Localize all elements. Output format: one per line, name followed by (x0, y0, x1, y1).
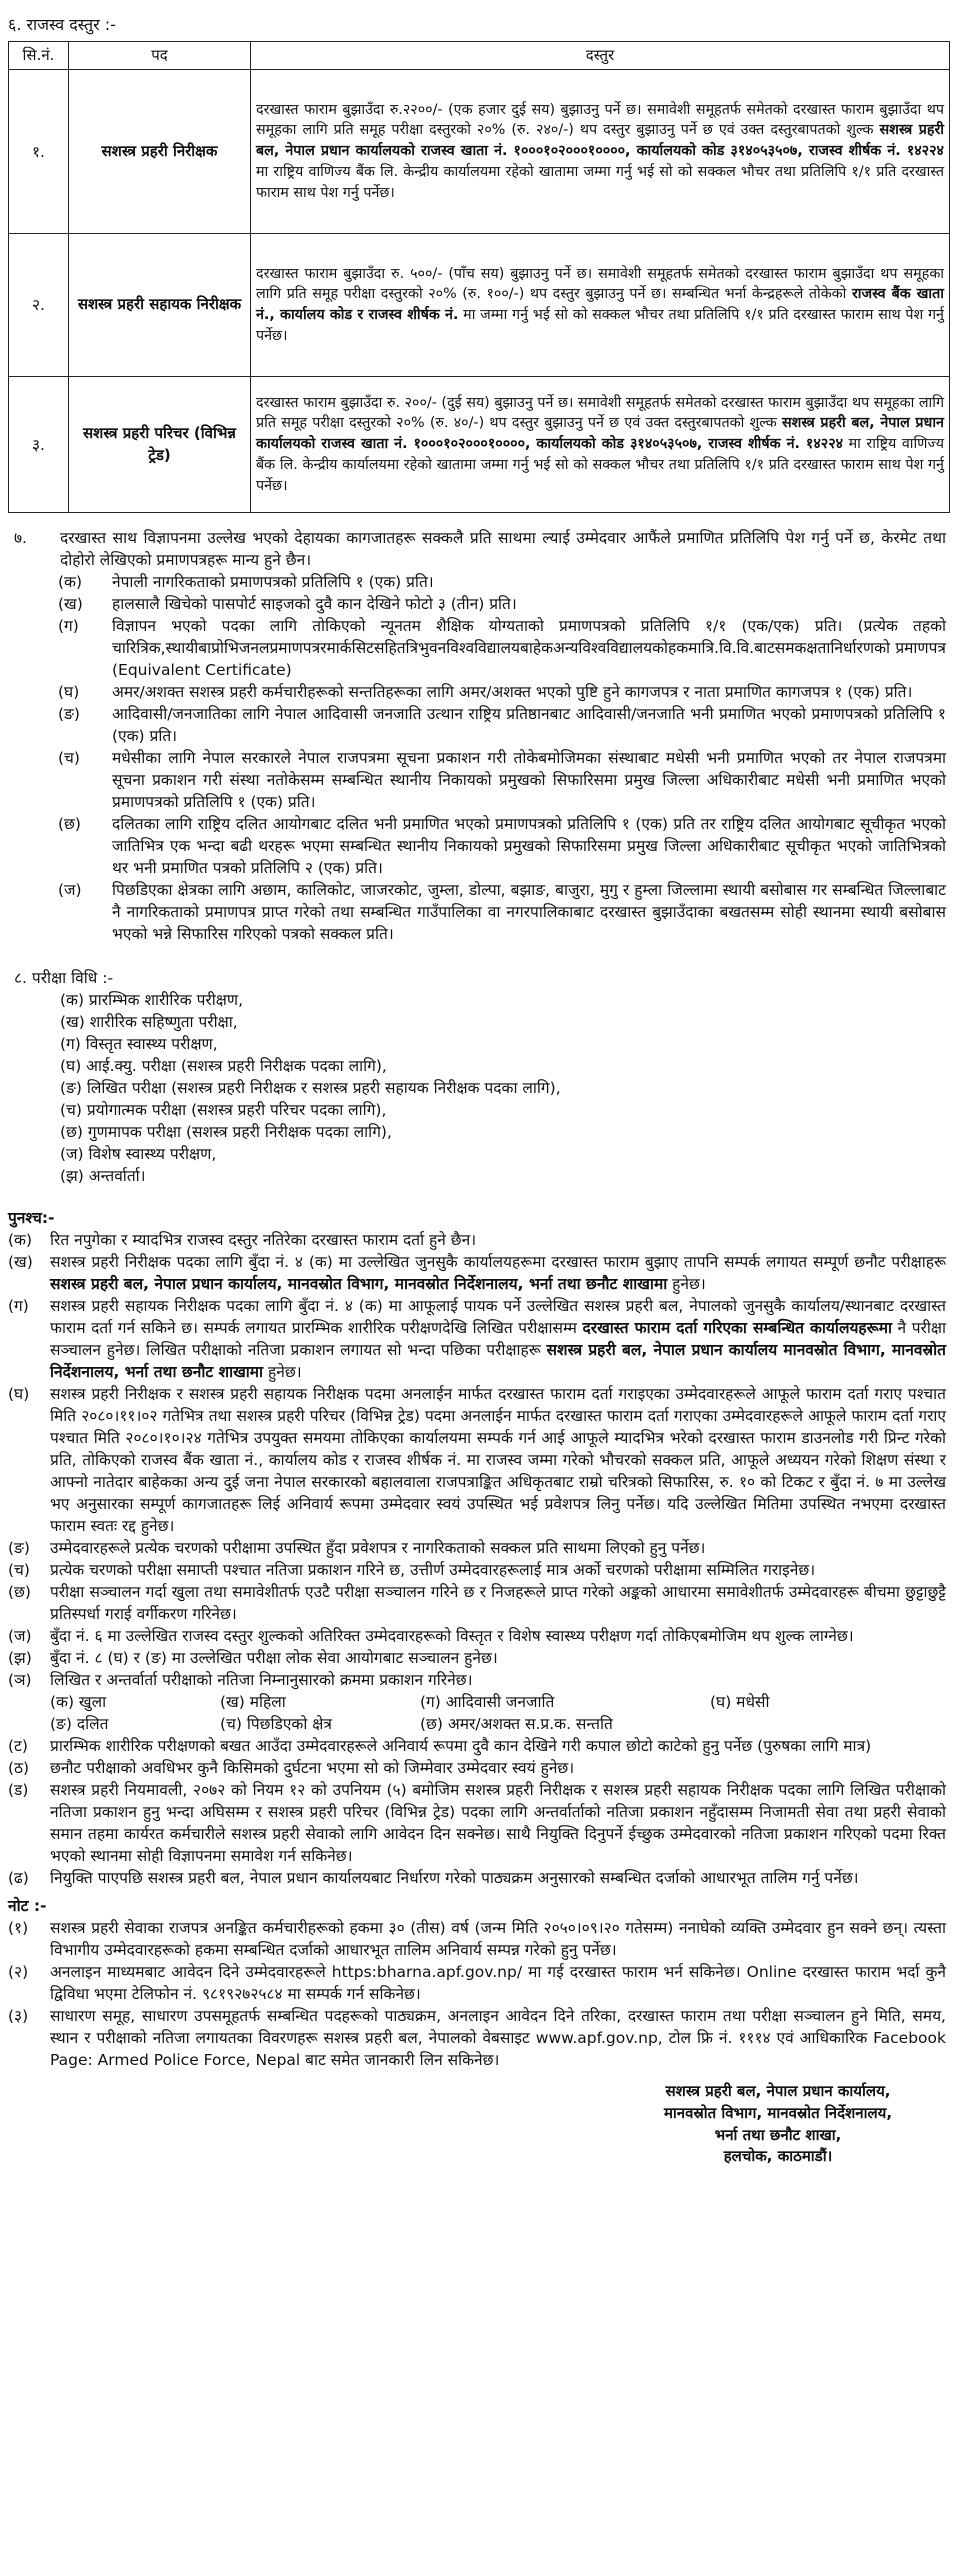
row-post: सशस्त्र प्रहरी परिचर (विभिन्न ट्रेड) (69, 377, 251, 513)
category-item (710, 1713, 860, 1735)
revenue-fee-table (8, 41, 950, 513)
list-item: (ङ) उम्मेदवारहरूले प्रत्येक चरणको परीक्षामा उपस्थित हुँदा प्रवेशपत्र र नागरिकताको सक्कल प्रति साथमा लिएको हुनु पर्नेछ। (8, 1539, 706, 1558)
list-item: (च) प्रयोगात्मक परीक्षा (सशस्त्र प्रहरी परिचर पदका लागि), (60, 1101, 387, 1120)
list-item: (झ) बुँदा नं. ८ (घ) र (ङ) मा उल्लेखित परीक्षा लोक सेवा आयोगबाट सञ्चालन हुनेछ। (8, 1649, 498, 1668)
list-item: (१) सशस्त्र प्रहरी सेवाका राजपत्र अनङ्कित कर्मचारीहरूको हकमा ३० (तीस) वर्ष (जन्म मिति २०५०।०९।२० गतेसम्म) ननाघेको व्यक्ति उम्मेदवार हुन सक्ने छन्। त्यस्ता विभागीय उम्मेदवारहरूको हकमा सम्बन्धित दर्जाको आधारभूत तालिम अनिवार्य सम्पन्न गरेको हुनु पर्नेछ। (8, 1919, 946, 1960)
header-post: पद (69, 41, 251, 69)
list-item: (३) साधारण समूह, साधारण उपसमूहतर्फ सम्बन्धित पदहरूको पाठ्यक्रम, अनलाइन आवेदन दिने तरिका, दरखास्त फाराम तथा परीक्षा सञ्चालन हुने मिति, समय, स्थान र परीक्षाको नतिजा लगायतका विवरणहरू सशस्त्र प्रहरी बल, नेपालको वेबसाइट www.apf.gov.np, टोल फ्रि नं. १११४ एवं आधिकारिक Facebook Page: Armed Police Force, Nepal बाट समेत जानकारी लिन सकिनेछ। (8, 2007, 946, 2070)
category-item: (क) खुला (50, 1693, 107, 1712)
category-item: (ङ) दलित (50, 1715, 109, 1734)
list-item: (ख) हालसालै खिचेको पासपोर्ट साइजको दुवै कान देखिने फोटो ३ (तीन) प्रति। (58, 595, 517, 614)
note-section (8, 1895, 946, 2071)
list-item: (ढ) नियुक्ति पाएपछि सशस्त्र प्रहरी बल, नेपाल प्रधान कार्यालयबाट निर्धारण गरेको पाठ्यक्रम अनुसारको सम्बन्धित दर्जाको आधारभूत तालिम गर्नु पर्नेछ। (8, 1869, 859, 1888)
note-title: नोट :- (8, 1897, 47, 1916)
category-item: (छ) अमर/अशक्त स.प्र.क. सन्तति (420, 1715, 613, 1734)
list-item: (ख) सशस्त्र प्रहरी निरीक्षक पदका लागि बुँदा नं. ४ (क) मा उल्लेखित जुनसुकै कार्यालयहरूमा दरखास्त फाराम बुझाए तापनि सम्पर्क लगायत सम्पूर्ण छनौट परीक्षाहरू सशस्त्र प्रहरी बल, नेपाल प्रधान कार्यालय, मानवस्रोत विभाग, मानवस्रोत निर्देशनालय, भर्ना तथा छनौट शाखामा हुनेछ। (8, 1253, 946, 1294)
table-header-row (9, 41, 950, 69)
section-7 (8, 527, 946, 945)
signature-line: हलचोक, काठमाडौं। (723, 2147, 833, 2166)
row-fee: दरखास्त फाराम बुझाउँदा रु. ५००/- (पाँच सय) बुझाउनु पर्ने छ। समावेशी समूहतर्फ समेतको दरखास्त फाराम बुझाउँदा थप समूहका लागि प्रति समूह परीक्षा दस्तुरको २०% (रु. १००/-) थप दस्तुर बुझाउनु पर्ने छ। सम्बन्धित भर्ना केन्द्रहरूले तोकेको राजस्व बैंक खाता नं., कार्यालय कोड र राजस्व शीर्षक नं. मा जम्मा गर्नु भई सो को सक्कल भौचर तथा प्रतिलिपि १/१ प्रति दरखास्त फाराम साथ पेश गर्नु पर्नेछ। (251, 234, 950, 377)
row-number: ३. (9, 377, 69, 513)
row-post: सशस्त्र प्रहरी सहायक निरीक्षक (69, 234, 251, 377)
punashcha-section (8, 1207, 946, 1889)
category-item: (घ) मधेसी (710, 1693, 770, 1712)
list-item: (ज) पिछडिएका क्षेत्रका लागि अछाम, कालिकोट, जाजरकोट, जुम्ला, डोल्पा, बझाङ, बाजुरा, मुगु र हुम्ला जिल्लामा स्थायी बसोबास गर सम्बन्धित जिल्लाबाट नै नागरिकताको प्रमाणपत्र प्राप्त गरेको तथा सम्बन्धित गाउँपालिका वा नगरपालिकाबाट दरखास्त बुझाउँदाका बखतसम्म सोही स्थानमा स्थायी बसोबास भएको भन्ने सिफारिस गरिएको पत्रको सक्कल प्रति। (58, 881, 946, 944)
list-item: (ञ) लिखित र अन्तर्वार्ता परीक्षाको नतिजा निम्नानुसारको क्रममा प्रकाशन गरिनेछ। (8, 1671, 473, 1690)
row-post: सशस्त्र प्रहरी निरीक्षक (69, 70, 251, 234)
list-item: (ट) प्रारम्भिक शारीरिक परीक्षणको बखत आउँदा उम्मेदवारहरूले अनिवार्य रूपमा दुवै कान देखिने गरी कपाल छोटो काटेको हुनु पर्नेछ (पुरुषका लागि मात्र) (8, 1737, 872, 1756)
result-category-grid (8, 1691, 946, 1735)
row-fee: दरखास्त फाराम बुझाउँदा रु.२२००/- (एक हजार दुई सय) बुझाउनु पर्ने छ। समावेशी समूहतर्फ समेतको दरखास्त फाराम बुझाउँदा थप समूहका लागि प्रति समूह परीक्षा दस्तुरको २०% (रु. २४०/-) थप दस्तुर बुझाउनु पर्ने छ एवं उक्त दस्तुरबापतको शुल्क सशस्त्र प्रहरी बल, नेपाल प्रधान कार्यालयको राजस्व खाता नं. १०००१०२०००१००००, कार्यालयको कोड ३१४०५३५०७, राजस्व शीर्षक नं. १४२२४ मा राष्ट्रिय वाणिज्य बैंक लि. केन्द्रीय कार्यालयमा रहेको खातामा जम्मा गर्नु भई सो को सक्कल भौचर तथा प्रतिलिपि १/१ प्रति दरखास्त फाराम साथ पेश गर्नु पर्नेछ। (251, 70, 950, 234)
list-item: (ड) सशस्त्र प्रहरी नियमावली, २०७२ को नियम १२ को उपनियम (५) बमोजिम सशस्त्र प्रहरी निरीक्षक र सशस्त्र प्रहरी सहायक निरीक्षक पदका लागि लिखित परीक्षाको नतिजा प्रकाशन हुनु भन्दा अघिसम्म र सशस्त्र प्रहरी परिचर (विभिन्न ट्रेड) पदका लागि अन्तर्वार्ताको नतिजा प्रकाशन नहुँदासम्म निजामती सेवा तथा प्रहरी सेवाको समान तहमा कार्यरत कर्मचारीले सशस्त्र प्रहरी सेवाको लागि आवेदन दिन सक्नेछ। साथै नियुक्ति दिनुपर्ने ईच्छुक उम्मेदवारको नतिजा प्रकाशन गरिएको पदमा रिक्त भएको स्थानमा सोही विज्ञापनमा समावेश गर्न सकिनेछ। (8, 1781, 946, 1866)
list-item: (ख) शारीरिक सहिष्णुता परीक्षा, (60, 1013, 238, 1032)
list-item: (ग) सशस्त्र प्रहरी सहायक निरीक्षक पदका लागि बुँदा नं. ४ (क) मा आफूलाई पायक पर्ने उल्लेखित सशस्त्र प्रहरी बल, नेपालको जुनसुकै कार्यालय/स्थानबाट दरखास्त फाराम दर्ता गर्न सकिने छ। सम्पर्क लगायत प्रारम्भिक शारीरिक परीक्षणदेखि लिखित परीक्षासम्म दरखास्त फाराम दर्ता गरिएका सम्बन्धित कार्यालयहरूमा नै परीक्षा सञ्चालन हुनेछ। लिखित परीक्षाको नतिजा प्रकाशन लगायत सो भन्दा पछिका परीक्षाहरू सशस्त्र प्रहरी बल, नेपाल प्रधान कार्यालय मानवस्रोत विभाग, मानवस्रोत निर्देशनालय, भर्ना तथा छनौट शाखामा हुनेछ। (8, 1297, 946, 1382)
category-item: (ख) महिला (220, 1693, 286, 1712)
punashcha-title: पुनश्च:- (8, 1209, 55, 1228)
list-item: (क) नेपाली नागरिकताको प्रमाणपत्रको प्रतिलिपि १ (एक) प्रति। (58, 573, 434, 592)
list-item: (ग) विस्तृत स्वास्थ्य परीक्षण, (60, 1035, 218, 1054)
list-item: (क) प्रारम्भिक शारीरिक परीक्षण, (60, 991, 243, 1010)
section-6-title: ६. राजस्व दस्तुर :- (8, 15, 116, 34)
list-item: (ग) विज्ञापन भएको पदका लागि तोकिएको न्यूनतम शैक्षिक योग्यताको प्रमाणपत्रको प्रतिलिपि १/१ (एक/एक) प्रति। (प्रत्येक तहको चारित्रिक,स्थायीबाप्रोभिजनलप्रमाणपत्ररमार्कसिटसहितत्रिभुवनविश्वविद्यालयबाहेकअन्यविश्वविद्यालयकोहकमात्रि.वि.वि.बाटसमकक्षतानिर्धारणको प्रमाणपत्र (Equivalent Certificate) (58, 617, 946, 680)
category-item: (च) पिछडिएको क्षेत्र (220, 1715, 332, 1734)
signature-line: सशस्त्र प्रहरी बल, नेपाल प्रधान कार्यालय, (665, 2082, 891, 2101)
list-item: (छ) गुणमापक परीक्षा (सशस्त्र प्रहरी निरीक्षक पदका लागि), (60, 1123, 392, 1142)
signature-line: मानवस्रोत विभाग, मानवस्रोत निर्देशनालय, (663, 2103, 893, 2122)
list-item: (ङ) लिखित परीक्षा (सशस्त्र प्रहरी निरीक्षक र सशस्त्र प्रहरी सहायक निरीक्षक पदका लागि), (60, 1079, 561, 1098)
list-item: (घ) आई.क्यु. परीक्षा (सशस्त्र प्रहरी निरीक्षक पदका लागि), (60, 1057, 387, 1076)
category-item: (ग) आदिवासी जनजाति (420, 1693, 555, 1712)
list-item: (च) प्रत्येक चरणको परीक्षा समाप्ती पश्चात नतिजा प्रकाशन गरिने छ, उत्तीर्ण उम्मेदवारहरूलाई मात्र अर्को चरणको परीक्षामा सम्मिलित गराइनेछ। (8, 1561, 816, 1580)
list-item: (छ) दलितका लागि राष्ट्रिय दलित आयोगबाट दलित भनी प्रमाणित भएको प्रमाणपत्रको प्रतिलिपि १ (एक) प्रति तर राष्ट्रिय दलित आयोगबाट सूचीकृत भएको जातिभित्र एक भन्दा बढी थरहरू भएमा सम्बन्धित स्थानीय निकायको प्रमुखको सिफारिसमा प्रमुख जिल्ला अधिकारीबाट सूचीकृत भएको जातिभित्रको थर भनी प्रमाणित पत्रको प्रतिलिपि २ (एक) प्रति। (58, 815, 946, 878)
list-item: (घ) सशस्त्र प्रहरी निरीक्षक र सशस्त्र प्रहरी सहायक निरीक्षक पदमा अनलाईन मार्फत दरखास्त फाराम दर्ता गराइएका उम्मेदवारहरूले आफूले फाराम दर्ता गराए पश्चात मिति २०८०।११।०२ गतेभित्र तथा सशस्त्र प्रहरी परिचर (विभिन्न ट्रेड) पदमा अनलाईन मार्फत दरखास्त फाराम दर्ता गराएका उम्मेदवारहरूले आफूले फाराम दर्ता गराए पश्चात मिति २०८०।१०।२४ गतेभित्र उपयुक्त समयमा तोकिएका कार्यालयमा सम्पर्क गर्न आई आफूले म्यादभित्र भरेको दरखास्त फाराम डाउनलोड गरी प्रिन्ट गरेको प्रति, तोकिएको राजस्व बैंक खाता नं., कार्यालय कोड र राजस्व शीर्षक नं. मा राजस्व जम्मा गरेको भौचरको सक्कल प्रति, आफूले अध्ययन गरेको शिक्षण संस्था र आफ्नो नातेदार बाहेकका अन्य दुई जना नेपाल सरकारको बहालवाला राजपत्राङ्कित अधिकृतबाट राम्रो चरित्रको सिफारिस, रु. १० को टिकट र बुँदा नं. ७ मा उल्लेख भए अनुसारका सम्पूर्ण कागजातहरू लिई अनिवार्य रूपमा उम्मेदवार स्वयं उपस्थित भई प्रवेशपत्र लिनु पर्नेछ। यदि उल्लेखित मितिमा उपस्थित नभएमा दरखास्त फाराम स्वतः रद्द हुनेछ। (8, 1385, 946, 1536)
list-item: (झ) अन्तर्वार्ता। (60, 1167, 146, 1186)
table-row (9, 70, 950, 234)
section-7-intro: ७. दरखास्त साथ विज्ञापनमा उल्लेख भएको देहायका कागजातहरू सक्कलै प्रति साथमा ल्याई उम्मेदवार आफैंले प्रमाणित प्रतिलिपि पेश गर्नु पर्ने छ, केरमेट तथा दोहोरो लेखिएको प्रमाणपत्रहरू मान्य हुने छैन। (14, 529, 946, 570)
list-item: (ङ) आदिवासी/जनजातिका लागि नेपाल आदिवासी जनजाति उत्थान राष्ट्रिय प्रतिष्ठानबाट आदिवासी/जनजाति भनी प्रमाणित भएको प्रमाणपत्रको प्रतिलिपि १ (एक) प्रति। (58, 705, 946, 746)
row-number: १. (9, 70, 69, 234)
list-item: (क) रित नपुगेका र म्यादभित्र राजस्व दस्तुर नतिरेका दरखास्त फाराम दर्ता हुने छैन। (8, 1231, 477, 1250)
list-item: (ठ) छनौट परीक्षाको अवधिभर कुनै किसिमको दुर्घटना भएमा सो को जिम्मेवार उम्मेदवार स्वयं हुनेछ। (8, 1759, 575, 1778)
list-item: (२) अनलाइन माध्यमबाट आवेदन दिने उम्मेदवारहरूले https:bharna.apf.gov.np/ मा गई दरखास्त फाराम भर्न सकिनेछ। Online दरखास्त फाराम भर्दा कुनै द्विविधा भएमा टेलिफोन नं. ९८१९२७२५८४ मा सम्पर्क गर्न सकिनेछ। (8, 1963, 946, 2004)
signature-block (628, 2081, 928, 2168)
list-item: (छ) परीक्षा सञ्चालन गर्दा खुला तथा समावेशीतर्फ एउटै परीक्षा सञ्चालन गरिने छ र निजहरूले प्राप्त गरेको अङ्कको आधारमा समावेशीतर्फ उम्मेदवारहरू बीचमा छुट्टाछुट्टै प्रतिस्पर्धा गराई वर्गीकरण गरिनेछ। (8, 1583, 946, 1624)
list-item: (घ) अमर/अशक्त सशस्त्र प्रहरी कर्मचारीहरूको सन्ततिहरूका लागि अमर/अशक्त भएको पुष्टि हुने कागजपत्र र नाता प्रमाणित कागजपत्र १ (एक) प्रति। (58, 683, 913, 702)
signature-line: भर्ना तथा छनौट शाखा, (714, 2125, 842, 2144)
list-item: (च) मधेसीका लागि नेपाल सरकारले नेपाल राजपत्रमा सूचना प्रकाशन गरी तोकेबमोजिमका संस्थाबाट मधेसी भनी प्रमाणित भएको तर नेपाल राजपत्रमा सूचना प्रकाशन गरी संस्था नतोकेसम्म सम्बन्धित स्थानीय निकायको प्रमुखको सिफारिसमा प्रमुख जिल्ला अधिकारीबाट मधेसी भनी प्रमाणित भएको प्रमाणपत्रको प्रतिलिपि १ (एक) प्रति। (58, 749, 946, 812)
list-item: (ज) बुँदा नं. ६ मा उल्लेखित राजस्व दस्तुर शुल्कको अतिरिक्त उम्मेदवारहरूको विस्तृत र विशेष स्वास्थ्य परीक्षण गर्दा तोकिएबमोजिम थप शुल्क लाग्नेछ। (8, 1627, 854, 1646)
section-8-title: ८. परीक्षा विधि :- (14, 969, 114, 988)
table-row (9, 234, 950, 377)
header-sn: सि.नं. (9, 41, 69, 69)
header-fee: दस्तुर (251, 41, 950, 69)
row-fee: दरखास्त फाराम बुझाउँदा रु. २००/- (दुई सय) बुझाउनु पर्ने छ। समावेशी समूहतर्फ समेतको दरखास्त फाराम बुझाउँदा थप समूहका लागि प्रति समूह परीक्षा दस्तुरको २०% (रु. ४०/-) थप दस्तुर बुझाउनु पर्ने छ एवं उक्त दस्तुरबापतको शुल्क सशस्त्र प्रहरी बल, नेपाल प्रधान कार्यालयको राजस्व खाता नं. १०००१०२०००१००००, कार्यालयको कोड ३१४०५३५०७, राजस्व शीर्षक नं. १४२२४ मा राष्ट्रिय वाणिज्य बैंक लि. केन्द्रीय कार्यालयमा रहेको खातामा जम्मा गर्नु भई सो को सक्कल भौचर तथा प्रतिलिपि १/१ प्रति दरखास्त फाराम साथ पेश गर्नु पर्नेछ। (251, 377, 950, 513)
table-row (9, 377, 950, 513)
row-number: २. (9, 234, 69, 377)
section-8 (8, 967, 946, 1187)
list-item: (ज) विशेष स्वास्थ्य परीक्षण, (60, 1145, 217, 1164)
